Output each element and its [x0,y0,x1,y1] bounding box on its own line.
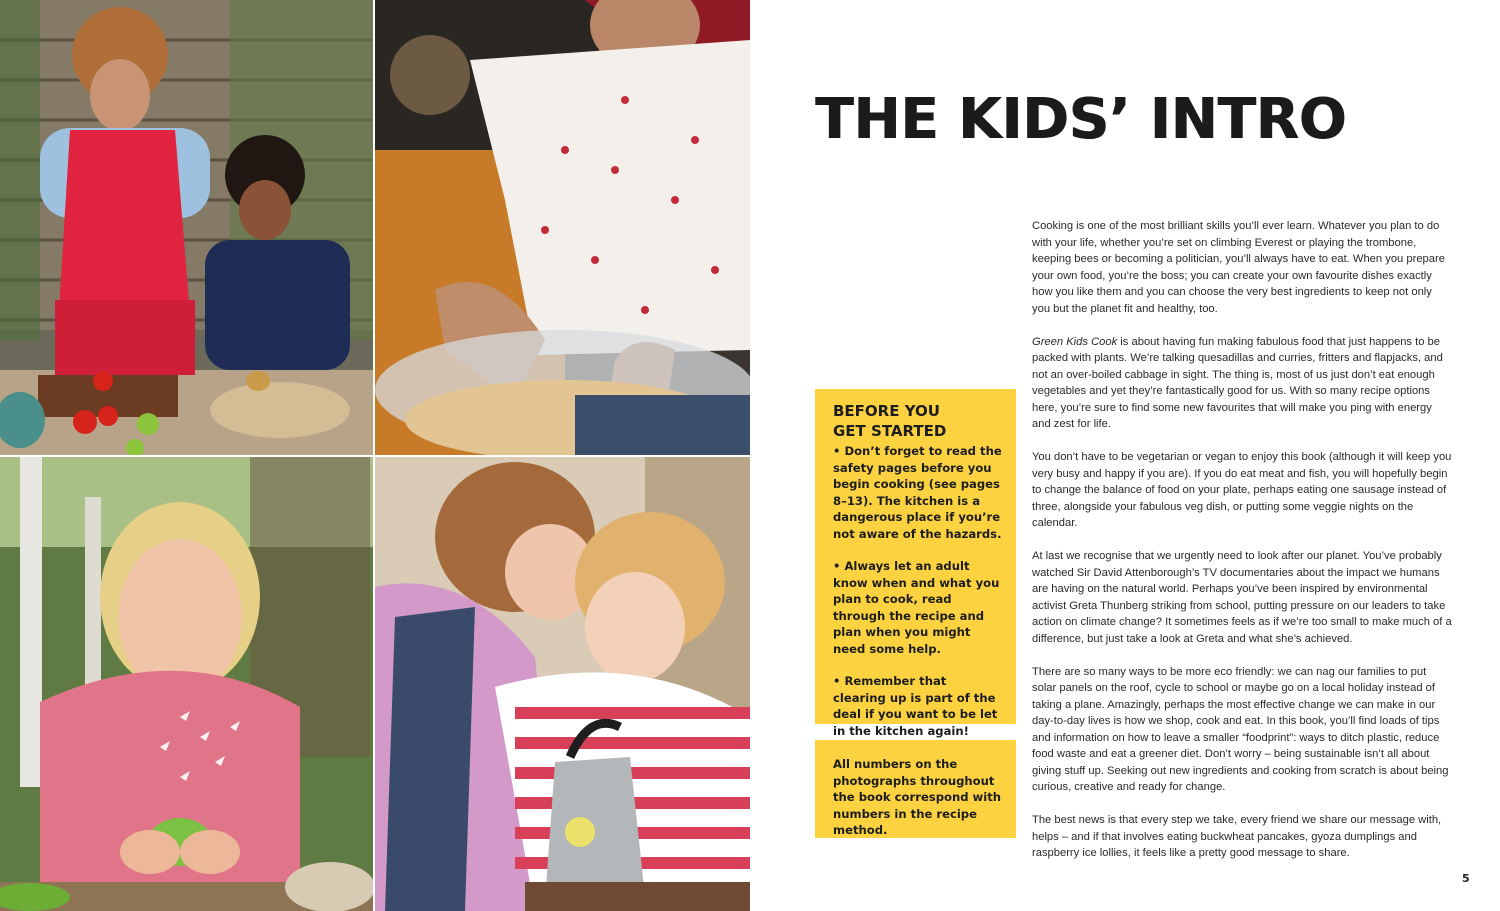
photo-numbers-note: All numbers on the photographs throughout the book correspond with numbers in the recipe method. [815,740,1016,838]
paragraph-1: Cooking is one of the most brilliant skills you’ll ever learn. Whatever you plan to do with your life, whether you’re set on climbing Everest or playing the trombone, keeping bees or becoming a politician, you’ll always have to eat. When you prepare your own food, you’re the boss; you can create your own favourite dishes exactly how you like them and you can choose the very best ingredients to keep not only you but the planet fit and healthy, too. [1032,220,1445,315]
photo-kids-chopping-vegetables [0,0,373,455]
tip-item-clearing-up: • Remember that clearing up is part of the deal if you want to be let in the kitchen again! [833,674,998,738]
photo-girl-shelling-beans [0,457,373,911]
tip-heading-line-1: BEFORE YOU [833,402,940,420]
paragraph-5: There are so many ways to be more eco friendly: we can nag our families to put solar panels on the roof, cycle to school or maybe go on a local holiday instead of taking a plane. Amazingly, perhaps the most effective change we can make in our day-to-day lives is how we shop, cook and eat. In this book, you’ll find loads of tips and information on how to leave a smaller “foodprint”: ways to ditch plastic, reduce food waste and eat a greener diet. Don’t worry – being sustainable isn’t all about giving stuff up. Seeking out new ingredients and cooking from scratch is about being curious, creative and ready for change. [1032,665,1449,793]
photo-girl-mixing-dough [375,0,750,455]
paragraph-3: You don’t have to be vegetarian or vegan to enjoy this book (although it will keep you very busy and happy if you are). If you do eat meat and fish, you will hopefully begin to change the balance of food on your plate, perhaps eating one sausage instead of three, alongside your fabulous veg dish, or putting some veggie nights on the calendar. [1032,451,1452,529]
paragraph-4: At last we recognise that we urgently need to look after our planet. You’ve probably watched Sir David Attenborough’s TV documentaries about the impact we humans are having on the natural world. Perhaps you’ve been inspired by environmental activist Greta Thunberg striking from school, putting pressure on our leaders to take action on climate change? It sometimes feels as if we’re too small to make much of a difference, but just take a look at Greta and what she’s achieved. [1032,550,1452,645]
paragraph-2 [1032,334,1452,433]
intro-body-text [1032,218,1452,878]
tip-item-adult: • Always let an adult know when and what you plan to cook, read through the recipe and plan when you might need some help. [833,559,1000,656]
page-number: 5 [1462,872,1470,885]
paragraph-6: The best news is that every step we take, every friend we share our message with, helps – and if that involves eating buckwheat pancakes, gyoza dumplings and raspberry ice lollies, it feels like a pretty good message to share. [1032,814,1442,859]
tip-item-safety: • Don’t forget to read the safety pages before you begin cooking (see pages 8–13). The kitchen is a dangerous place if you’re not aware of the hazards. [833,444,1002,541]
photo-kids-grating [375,457,750,911]
before-you-get-started-box [815,389,1016,738]
tip-heading-line-2: GET STARTED [833,422,947,440]
book-title-italic: Green Kids Cook [1032,335,1118,348]
page-title: THE KIDS’ INTRO [815,87,1347,152]
paragraph-2-rest: is about having fun making fabulous food that just happens to be packed with plants. We’re talking quesadillas and curries, fritters and flapjacks, and not an over-boiled cabbage in sight. The thing is, most of us just don’t eat enough vegetables and yet they’re fantastically good for us. With so many recipe options here, you’re sure to find some new favourites that will make you ping with energy and zest for life. [1032,335,1443,430]
tip-box-heading [833,401,1002,441]
